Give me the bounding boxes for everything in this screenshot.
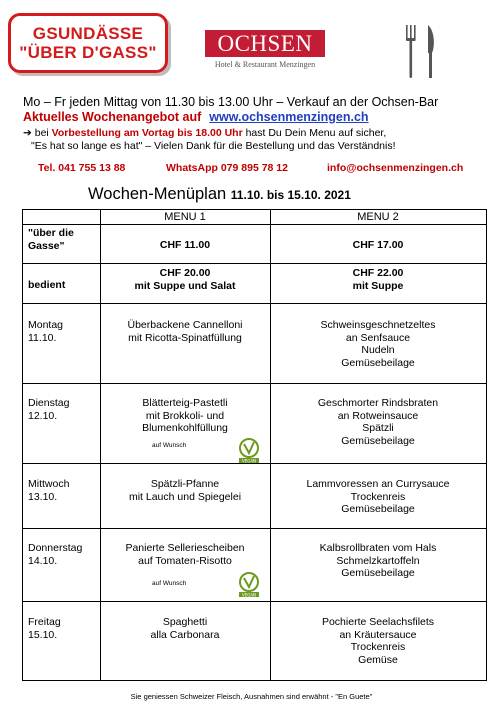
- dish-line: Pochierte Seelachsfilets: [321, 616, 435, 628]
- vegan-icon: [238, 438, 260, 464]
- ochsen-logo: [205, 30, 325, 57]
- menu-plan-title: [88, 185, 351, 204]
- day-name: Freitag: [28, 616, 61, 628]
- day-monday: [28, 319, 63, 344]
- thursday-menu2: [270, 542, 486, 580]
- email-address: info@ochsenmenzingen.ch: [327, 162, 464, 174]
- monday-menu2: [270, 319, 486, 369]
- whatsapp-number: WhatsApp 079 895 78 12: [166, 162, 288, 174]
- tuesday-menu2: [270, 397, 486, 447]
- friday-menu2: [270, 616, 486, 666]
- opening-hours-text: Mo – Fr jeden Mittag von 11.30 bis 13.00 Uhr – Verkauf an der Ochsen-Bar: [23, 95, 439, 109]
- vegan-icon: [238, 572, 260, 598]
- dish-line: Spaghetti: [162, 616, 208, 628]
- dish-line: Blumenkohlfüllung: [142, 422, 228, 434]
- dish-line: auf Tomaten-Risotto: [138, 554, 232, 567]
- weekly-offer-text: Aktuelles Wochenangebot auf: [23, 110, 202, 124]
- vegan-label: VEGAN: [241, 458, 257, 464]
- day-date: 14.10.: [28, 554, 58, 567]
- gasse-price-1: CHF 11.00: [159, 239, 211, 251]
- thursday-menu1: [100, 542, 270, 567]
- dish-line: Schmelzkartoffeln: [336, 554, 420, 567]
- dish-line: Gemüsebeilage: [341, 434, 415, 447]
- dish-line: Gemüsebeilage: [341, 567, 415, 579]
- dish-line: Kalbsrollbraten vom Hals: [319, 542, 437, 554]
- dish-line: mit Ricotta-Spinatfüllung: [128, 331, 242, 344]
- gasse-label-2: Gasse": [28, 239, 65, 252]
- bedient-price-2-value: CHF 22.00: [352, 267, 404, 279]
- on-request-note: auf Wunsch: [152, 442, 187, 449]
- menu-table: [22, 209, 487, 681]
- footer-note: Sie geniessen Schweizer Fleisch, Ausnahmen sind erwähnt - "En Guete": [130, 692, 373, 701]
- dish-line: Panierte Selleriescheiben: [125, 542, 245, 554]
- dish-line: Gemüsebeilage: [341, 356, 415, 369]
- day-name: Donnerstag: [28, 542, 83, 554]
- dish-line: Gemüse: [358, 653, 398, 666]
- logo-subtitle: Hotel & Restaurant Menzingen: [214, 60, 316, 69]
- preorder-deadline: Vorbestellung am Vortag bis 18.00 Uhr: [51, 127, 243, 139]
- day-name: Montag: [28, 319, 64, 331]
- dish-line: Trockenreis: [350, 490, 406, 503]
- preorder-post: hast Du Dein Menu auf sicher,: [242, 127, 387, 139]
- day-wednesday: [28, 478, 69, 503]
- dish-line: Überbackene Cannelloni: [127, 319, 243, 331]
- bedient-label: bedient: [28, 279, 66, 291]
- logo-name: OCHSEN: [217, 30, 313, 56]
- day-date: 11.10.: [28, 331, 57, 344]
- title-dates: 11.10. bis 15.10. 2021: [230, 188, 351, 202]
- day-date: 15.10.: [28, 628, 58, 641]
- bedient-price-2-sub: mit Suppe: [352, 279, 404, 292]
- arrow-icon: ➔: [23, 127, 32, 139]
- bedient-price-2: [270, 267, 486, 292]
- friday-menu1: [100, 616, 270, 641]
- bedient-price-1: [100, 267, 270, 292]
- badge-line-2: "ÜBER D'GASS": [19, 43, 157, 62]
- gsundaesse-badge: [8, 13, 168, 73]
- gasse-price-2: CHF 17.00: [352, 239, 404, 251]
- monday-menu1: [100, 319, 270, 344]
- dish-line: mit Brokkoli- und: [145, 409, 225, 422]
- menu2-header: MENU 2: [357, 211, 399, 223]
- wednesday-menu1: [100, 478, 270, 503]
- phone-number: Tel. 041 755 13 88: [38, 162, 126, 174]
- day-thursday: [28, 542, 82, 567]
- day-date: 13.10.: [28, 490, 58, 503]
- day-name: Mittwoch: [28, 478, 70, 490]
- dish-line: Trockenreis: [350, 641, 406, 653]
- dish-line: an Senfsauce: [345, 331, 411, 344]
- dish-line: Spätzli-Pfanne: [150, 478, 220, 490]
- title-main: Wochen-Menüplan: [88, 185, 227, 203]
- bedient-price-1-sub: mit Suppe und Salat: [134, 279, 236, 292]
- gasse-label-1: "über die: [28, 227, 74, 239]
- dish-line: mit Lauch und Spiegelei: [128, 490, 242, 503]
- day-friday: [28, 616, 61, 641]
- badge-line-1: GSUNDÄSSE: [32, 24, 144, 43]
- bedient-price-1-value: CHF 20.00: [159, 267, 211, 279]
- dish-line: Schweinsgeschnetzeltes: [320, 319, 436, 331]
- gasse-label: [22, 227, 106, 252]
- on-request-note: auf Wunsch: [152, 580, 187, 587]
- thanks-text: "Es hat so lange es hat" – Vielen Dank für die Bestellung und das Verständnis!: [31, 140, 396, 152]
- dish-line: Nudeln: [361, 344, 395, 356]
- dish-line: Lammvoressen an Currysauce: [306, 478, 450, 490]
- preorder-pre: bei: [31, 127, 52, 139]
- dish-line: an Kräutersauce: [339, 628, 417, 641]
- menu1-header: MENU 1: [164, 211, 206, 223]
- dish-line: Geschmorter Rindsbraten: [317, 397, 439, 409]
- dish-line: Blätterteig-Pastetli: [142, 397, 228, 409]
- day-tuesday: [28, 397, 69, 422]
- tuesday-menu1: [100, 397, 270, 435]
- day-name: Dienstag: [28, 397, 70, 409]
- website-link[interactable]: www.ochsenmenzingen.ch: [209, 110, 369, 124]
- wednesday-menu2: [270, 478, 486, 516]
- dish-line: alla Carbonara: [150, 628, 220, 641]
- day-date: 12.10.: [28, 409, 58, 422]
- vegan-label: VEGAN: [241, 592, 257, 598]
- preorder-info: [23, 127, 396, 153]
- cutlery-icon: [404, 25, 438, 80]
- dish-line: an Rotweinsauce: [337, 409, 419, 422]
- dish-line: Spätzli: [362, 422, 394, 434]
- dish-line: Gemüsebeilage: [341, 503, 415, 515]
- weekly-offer-line: [23, 110, 369, 124]
